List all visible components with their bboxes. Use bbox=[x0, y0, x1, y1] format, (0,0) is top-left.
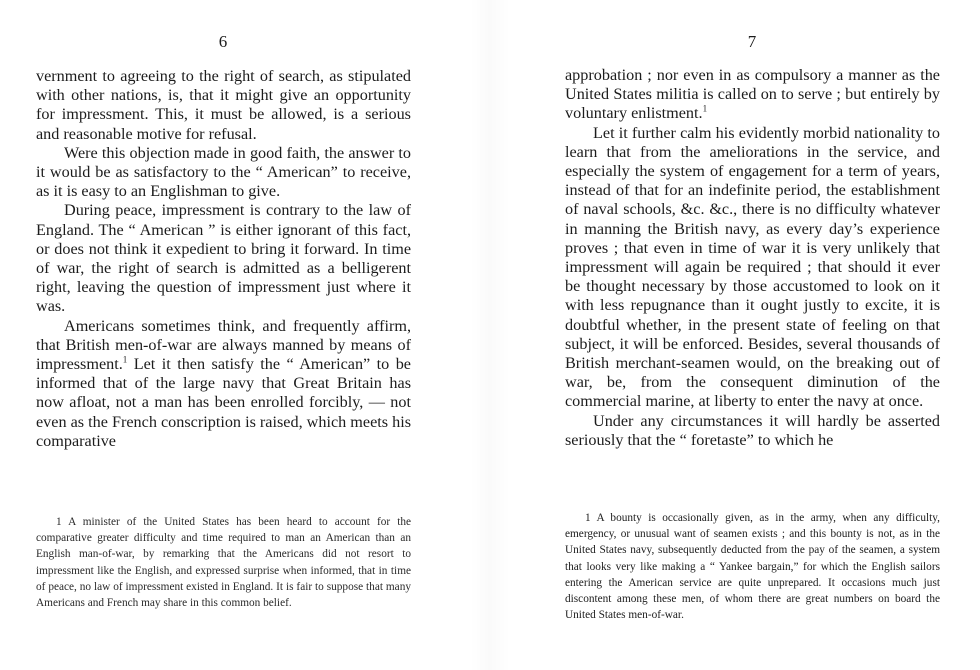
footnote-marker: 1 bbox=[56, 516, 62, 528]
left-page bbox=[36, 0, 411, 670]
paragraph: Let it further calm his evidently morbid nationality to learn that from the ameliorations in the service, and especially the system of engagement for a term of years, instead of that for an indefinite period, the establishment of naval schools, &c. &c., there is no difficulty whatever in manning the British navy, as every day’s experience proves ; that even in time of war it is very unlikely that impressment will again be required ; that should it ever be thought necessary by those accustomed to look on it with less repugnance than it ought justly to excite, it is doubtful whether, in the present state of feeling on that subject, it will be enforced. Besides, several thousands of British merchant-seamen would, on the breaking out of war, be, from the consequent diminution of the commercial marine, at liberty to enter the navy at once. bbox=[565, 123, 940, 411]
footnote-ref: 1 bbox=[702, 104, 708, 115]
paragraph-text: Americans sometimes think, and frequently affirm, that British men-of-war are always manned by means of impressment. bbox=[36, 316, 411, 374]
footnote-ref: 1 bbox=[122, 354, 128, 365]
footnote-marker: 1 bbox=[585, 512, 591, 524]
left-body bbox=[36, 67, 411, 451]
paragraph: vernment to agreeing to the right of search, as stipulated with other nations, is, that it might give an opportunity for impressment. This, it must be allowed, is a serious and reasonable motive for refusal. bbox=[36, 67, 411, 143]
gutter bbox=[470, 0, 510, 670]
right-body bbox=[565, 66, 940, 450]
paragraph: Under any circumstances it will hardly be asserted seriously that the “ foretaste” to which he bbox=[565, 411, 940, 449]
footnote bbox=[36, 514, 411, 611]
footnote-text: A bounty is occasionally given, as in the army, when any difficulty, emergency, or unusual want of seamen exists ; and this bounty is not, as in the United States navy, subsequently deducted from the pay of the seamen, a system that looks very like making a “ Yankee bargain,” for which the English sailors entering the American service are quite unprepared. It occasions much just discontent among these men, of whom there are great numbers on board the United States men-of-war. bbox=[565, 512, 940, 622]
paragraph-text: approbation ; nor even in as compulsory a manner as the United States militia is called on to serve ; but entirely by voluntary enlistment. bbox=[565, 66, 940, 123]
page-number-right: 7 bbox=[747, 32, 758, 51]
paragraph bbox=[565, 66, 940, 124]
page-number-left: 6 bbox=[218, 32, 229, 51]
footnote bbox=[565, 510, 940, 623]
paragraph: Were this objection made in good faith, the answer to it would be as satisfactory to the “ American” to receive, as it is easy to an Englishman to give. bbox=[36, 143, 411, 201]
footnote-text: A minister of the United States has been heard to account for the comparative greater difficulty and time required to man an American than an English man-of-war, by remarking that the Americans did not resort to impressment like the English, and expressed surprise when informed, that in time of peace, no law of impressment existed in England. It is fair to suppose that many Americans and French may share in this common belief. bbox=[36, 516, 412, 610]
right-page bbox=[565, 0, 940, 670]
paragraph-text: Let it then satisfy the “ American” to be informed that of the large navy that Great Britain has now afloat, not a man has been enrolled forcibly, — not even as the French conscription is raised, which meets his comparative bbox=[36, 355, 411, 450]
paragraph: During peace, impressment is contrary to the law of England. The “ American ” is either ignorant of this fact, or does not think it expedient to bring it forward. In time of war, the right of search is admitted as a belligerent right, leaving the question of impressment just where it was. bbox=[36, 201, 411, 316]
paragraph bbox=[36, 317, 411, 451]
